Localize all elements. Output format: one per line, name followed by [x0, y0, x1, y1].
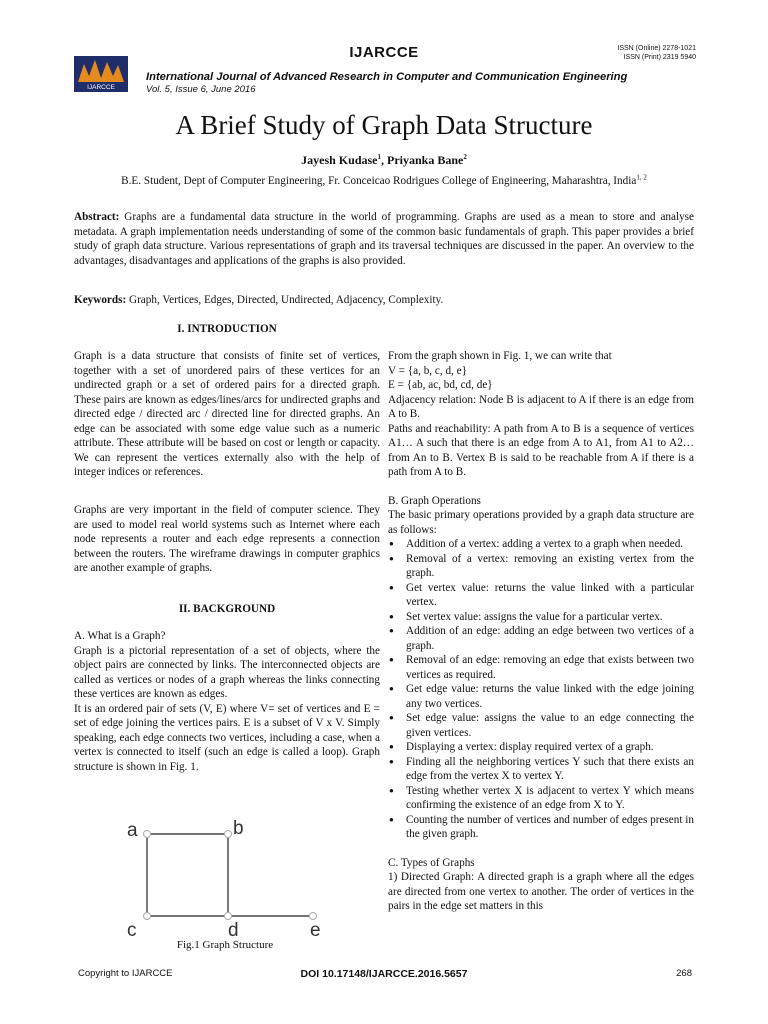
affiliation-sup: 1, 2 — [636, 173, 647, 182]
list-item: ● Testing whether vertex X is adjacent to vertex Y which means confirming the existence of an edge from X to Y. — [388, 784, 694, 813]
label-d: d — [228, 920, 239, 940]
list-item: ● Set edge value: assigns the value to an edge connecting the given vertices. — [388, 711, 694, 740]
section-heading-background: II. BACKGROUND — [178, 603, 276, 615]
author-1: Jayesh Kudase — [301, 153, 378, 167]
author-2-sup: 2 — [463, 153, 467, 161]
vertex-b — [225, 831, 232, 838]
list-item: ● Set vertex value: assigns the value for a particular vertex. — [388, 610, 694, 625]
abstract — [74, 210, 694, 268]
list-item: ● Addition of an edge: adding an edge between two vertices of a graph. — [388, 624, 694, 653]
list-item: ● Finding all the neighboring vertices Y such that there exists an edge from the vertex X to vertex Y. — [388, 755, 694, 784]
label-b: b — [233, 818, 244, 839]
label-e: e — [310, 920, 321, 940]
intro-p1: Graph is a data structure that consists of finite set of vertices, together with a set of unordered pairs of these vertices for an undirected graph or a set of ordered pairs for a directed graph. These pairs are known as edges/lines/arcs for undirected graphs and directed edge / directed arc / directed line for directed graphs. An edge can be associated with some edge value such as a numeric attribute. These attribute will be based on cost or length or capacity. We can represent the vertices externally also with the help of integer indices or references. — [74, 350, 380, 478]
list-item: ● Get edge value: returns the value linked with the edge joining any two vertices. — [388, 682, 694, 711]
subheading-graph-operations: B. Graph Operations — [388, 494, 481, 507]
abstract-text: Graphs are a fundamental data structure in the world of programming. Graphs are used as a mean to store and analyse metadata. A graph implementation needs understanding of some of the common basic fundamentals of graph. This paper provides a brief study of graph data structure. Various representations of graph and its traversal techniques are discussed in the paper. An overview to the advantages, disadvantages and applications of the graphs is also provided. — [74, 211, 694, 267]
vertex-c — [144, 913, 151, 920]
paths-paragraph: Paths and reachability: A path from A to B is a sequence of vertices A1… A such that there is an edge from A to A1, from A1 to A2… from An to B. Vertex B is said to be reachable from A if there is a path from A to B. — [388, 422, 694, 478]
list-item: ● Addition of a vertex: adding a vertex to a graph when needed. — [388, 537, 694, 552]
intro-p2: Graphs are very important in the field of computer science. They are used to model real world systems such as Internet where each node represents a router and each edge represents a connection between the routers. The wireframe drawings in computer graphics are another example of graphs. — [74, 504, 380, 574]
vertex-a — [144, 831, 151, 838]
keywords — [74, 293, 694, 308]
logo-text: IJARCCE — [87, 84, 115, 91]
right-line-1: From the graph shown in Fig. 1, we can write that — [388, 350, 612, 362]
list-item: ● Get vertex value: returns the value linked with a particular vertex. — [388, 581, 694, 610]
vertex-d — [225, 913, 232, 920]
vertex-e — [310, 913, 317, 920]
edge-set: E = {ab, ac, bd, cd, de} — [388, 379, 493, 391]
background-p2: It is an ordered pair of sets (V, E) where V= set of vertices and E = set of edge joining the vertices pairs. E is a subset of V x V. Simply speaking, each edge connects two vertices, including a case, when a vertex is connected to itself (such an edge is called a loop). Graph structure is shown in Fig. 1. — [74, 702, 380, 773]
label-a: a — [127, 820, 138, 841]
page-number: 268 — [676, 968, 692, 979]
right-column — [388, 349, 694, 914]
journal-full-name: International Journal of Advanced Research in Computer and Communication Engineering — [146, 71, 628, 83]
footer-doi: DOI 10.17148/IJARCCE.2016.5657 — [300, 968, 468, 980]
subheading-types-of-graphs: C. Types of Graphs — [388, 856, 475, 869]
author-1-sup: 1 — [377, 153, 381, 161]
keywords-label: Keywords: — [74, 294, 127, 306]
label-c: c — [127, 920, 137, 940]
paper-title: A Brief Study of Graph Data Structure — [175, 110, 593, 140]
affiliation-text: B.E. Student, Dept of Computer Engineering, Fr. Conceicao Rodrigues College of Engineering, Maharashtra, India — [121, 175, 637, 187]
journal-logo — [74, 56, 128, 92]
background-text — [74, 629, 380, 774]
list-item: ● Counting the number of vertices and number of edges present in the given graph. — [388, 813, 694, 842]
operations-intro: The basic primary operations provided by a graph data structure are as follows: — [388, 509, 694, 536]
list-item: ● Displaying a vertex: display required vertex of a graph. — [388, 740, 694, 755]
issn-block — [617, 44, 696, 62]
issn-print: ISSN (Print) 2319 5940 — [623, 54, 696, 61]
background-p1: Graph is a pictorial representation of a set of objects, where the object pairs are connected by links. The interconnected objects are called as vertices or nodes of a graph whereas the links connecting these vertices are known as edges. — [74, 644, 380, 700]
volume-info: Vol. 5, Issue 6, June 2016 — [146, 84, 256, 95]
affiliation — [0, 175, 768, 187]
list-item: ● Removal of a vertex: removing an existing vertex from the graph. — [388, 552, 694, 581]
authors — [0, 153, 768, 168]
intro-paragraph-1 — [74, 349, 380, 480]
footer-copyright: Copyright to IJARCCE — [78, 968, 173, 979]
figure-caption: Fig.1 Graph Structure — [176, 939, 274, 951]
vertex-set: V = {a, b, c, d, e} — [388, 364, 467, 377]
subheading-what-is-graph: A. What is a Graph? — [74, 630, 166, 642]
abstract-label: Abstract: — [74, 211, 120, 223]
section-heading-introduction: I. INTRODUCTION — [177, 323, 277, 335]
author-2: Priyanka Bane — [387, 153, 464, 167]
issn-online: ISSN (Online) 2278-1021 — [617, 45, 696, 52]
adjacency-paragraph: Adjacency relation: Node B is adjacent to A if there is an edge from A to B. — [388, 393, 694, 420]
operations-list — [388, 537, 694, 842]
author-separator: , — [381, 153, 387, 167]
graph-figure — [120, 812, 330, 940]
types-paragraph: 1) Directed Graph: A directed graph is a graph where all the edges are directed from one vertex to another. The order of vertices in the pairs in the edge set matters in this — [388, 871, 694, 912]
intro-paragraph-2 — [74, 503, 380, 576]
journal-name: IJARCCE — [349, 44, 419, 61]
list-item: ● Removal of an edge: removing an edge that exists between two vertices as required. — [388, 653, 694, 682]
keywords-text: Graph, Vertices, Edges, Directed, Undirected, Adjacency, Complexity. — [126, 294, 444, 306]
